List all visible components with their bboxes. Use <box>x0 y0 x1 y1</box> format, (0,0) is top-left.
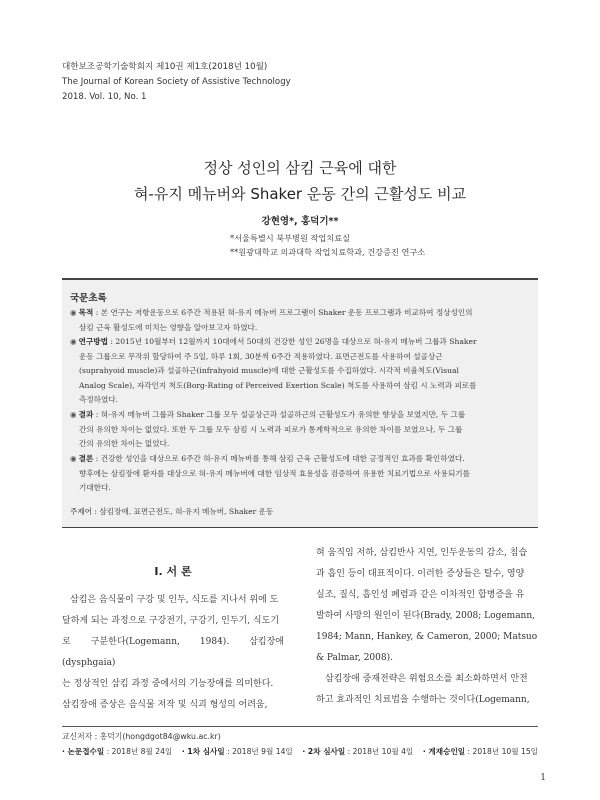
keywords-list: : 삼킴장애, 표면근전도, 혀-유지 메뉴버, Shaker 운동 <box>92 507 274 516</box>
section-label: 결과 <box>78 410 94 419</box>
left-column-text: 삼킴은 음식물이 구강 및 인두, 식도를 지나서 위에 도 달하게 되는 과정으로 구강전기, 구강기, 인두기, 식도기 로 구분한다(Logemann, 1984). 삼킴장애(dysphgaia) 는 정상적인 삼킴 과정 중에서의 기능장애를 의미한다. 삼킴장애 증상은 음식물 저작 및 식괴 형성의 어려움, <box>62 595 284 710</box>
corresponding-label: 교신저자 <box>62 732 93 741</box>
abstract-conclusion: ◉ 결론 : 건강한 성인을 대상으로 6주간 혀-유지 메뉴버를 통해 삼킴 근육 근활성도에 대한 긍정적인 효과를 확인하였다. 향후에는 삼킴장애 환자를 대상으로 혀-유지 메뉴버에 대한 임상적 효용성을 검증하여 유용한 치료기법으로 사용되기를 기대한다. <box>70 454 470 492</box>
abstract-heading: 국문초록 <box>70 293 107 304</box>
bullet-icon: ◉ <box>70 337 77 346</box>
accepted-date: · 게재승인일 : 2018년 10월 15일 <box>422 747 538 756</box>
second-review-date: · 2차 심사일 : 2018년 10월 4일 <box>302 747 414 756</box>
keywords-label: 주제어 <box>70 507 93 516</box>
received-date: · 논문접수일 : 2018년 8월 24일 <box>62 747 173 756</box>
journal-header <box>62 60 291 105</box>
affiliations <box>230 231 425 259</box>
title-line-1: 정상 성인의 삼킴 근육에 대한 <box>203 159 397 177</box>
corresponding-author <box>62 731 221 742</box>
title-line-2: 혀-유지 메뉴버와 Shaker 운동 간의 근활성도 비교 <box>133 185 467 203</box>
page-number: 1 <box>540 773 546 783</box>
corresponding-email: : 홍덕기(hongdgot84@wku.ac.kr) <box>92 732 221 741</box>
review-dates <box>62 746 538 757</box>
section-label: 목적 <box>78 308 94 317</box>
bullet-icon: ◉ <box>70 454 77 463</box>
bullet-icon: ◉ <box>70 410 77 419</box>
section-label: 연구방법 <box>78 337 108 346</box>
first-review-date: · 1차 심사일 : 2018년 9월 14일 <box>181 747 293 756</box>
journal-korean-name: 대한보조공학기술학회지 제10권 제1호(2018년 10월) <box>62 62 268 72</box>
journal-volume: 2018. Vol. 10, No. 1 <box>62 92 147 102</box>
affiliation-1: *서울특별시 북부병원 작업치료실 <box>230 233 351 243</box>
bullet-icon: ◉ <box>70 308 77 317</box>
abstract-purpose: ◉ 목적 : 본 연구는 저항운동으로 6주간 적용된 혀-유지 메뉴버 프로그램이 Shaker 운동 프로그램과 비교하여 정상성인의 삼킴 근육 활성도에 미치는 영향을 알아보고자 하였다. <box>70 308 473 332</box>
journal-english-name: The Journal of Korean Society of Assistive Technology <box>62 77 291 87</box>
authors: 강현영*, 홍덕기** <box>261 216 339 227</box>
section-label: 결론 <box>78 454 94 463</box>
keywords <box>70 506 273 517</box>
section-heading: I. 서 론 <box>154 565 192 578</box>
abstract-methods: ◉ 연구방법 : 2015년 10월부터 12월까지 10대에서 50대의 건강한 성인 26명을 대상으로 혀-유지 메뉴버 그룹과 Shaker 운동 그룹으로 무작위 할당하여 주 5일, 하루 1회, 30분씩 6주간 적용하였다. 표면근전도를 사용하여 설골상근 (suprahyoid muscle)과 설골하근(infrahyoid muscle)에 대한 근활성도를 수집하였다. 시각적 비율척도(Visual Analog Scale), 자각인지 척도(Borg-Rating of Perceived Exertion Scale) 척도를 사용하여 삼킴 시 노력과 피로를 측정하였다. <box>70 337 477 404</box>
footnote-divider <box>62 726 538 727</box>
right-column-text: 혀 움직임 저하, 삼킴반사 지연, 인두운동의 감소, 침습 과 흡인 등이 대표적이다. 이러한 증상들은 탈수, 영양 실조, 질식, 흡인성 폐렴과 같은 이차적인 합병증을 유 발하여 사망의 원인이 된다(Brady, 2008; Logemann, 1984; Mann, Hankey, & Cameron, 2000; Matsuo & Palmar, 2008). 삼킴장애 중재전략은 위험요소를 최소화하면서 안전 하고 효과적인 치료법을 수행하는 것이다(Logemann, <box>316 548 538 705</box>
affiliation-2: **원광대학교 의과대학 작업치료학과, 건강증진 연구소 <box>230 247 426 257</box>
abstract-results: ◉ 결과 : 혀-유지 메뉴버 그룹과 Shaker 그룹 모두 설골상근과 설골하근의 근활성도가 유의한 향상을 보였지만, 두 그룹 간의 유의한 차이는 없었다. 또한 두 그룹 모두 삼킴 시 노력과 피로가 통계학적으로 유의한 차이를 보였으나, 두 그룹 간의 유의한 차이는 없었다. <box>70 410 466 448</box>
paper-title <box>0 155 600 207</box>
